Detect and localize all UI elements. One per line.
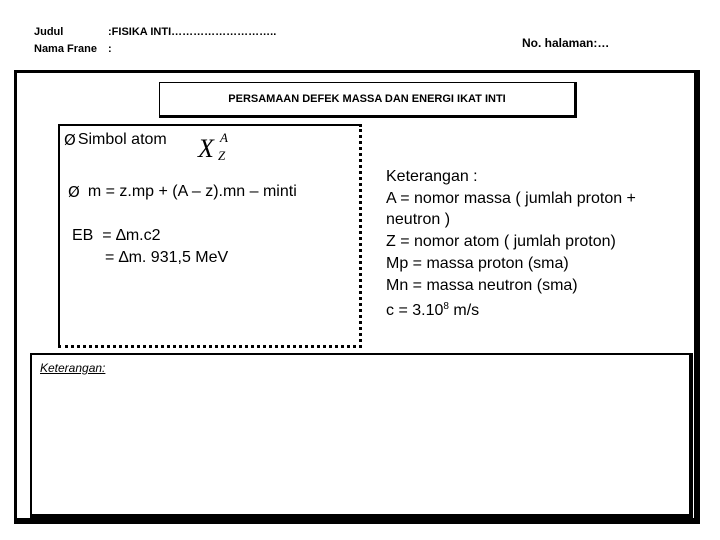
light-speed-line	[386, 296, 636, 322]
judul-label: Judul	[34, 26, 64, 38]
binding-energy-equation-1: EB = ∆m.c2	[72, 227, 161, 244]
page-number-label: No. halaman:…	[522, 36, 610, 50]
atom-symbol-formula	[196, 130, 244, 166]
legend-heading: Keterangan :	[386, 168, 478, 185]
light-speed-text: c = 3.10	[386, 302, 444, 320]
formula-base: X	[198, 134, 214, 163]
formula-subscript: Z	[218, 148, 226, 163]
page-title: PERSAMAAN DEFEK MASSA DAN ENERGI IKAT INTI	[228, 93, 506, 105]
light-speed-exponent: 8	[443, 301, 449, 313]
legend-line: neutron )	[386, 211, 451, 229]
mass-defect-line	[68, 183, 297, 201]
nama-frane-label: Nama Frane	[34, 43, 97, 55]
legend-line: Mp = massa proton (sma)	[386, 254, 569, 272]
bullet-arrow-icon: Ø	[68, 183, 80, 201]
mass-defect-equation: m = z.mp + (A – z).mn – minti	[87, 183, 297, 200]
judul-value: :FISIKA INTI………………………..	[108, 26, 277, 38]
legend-line: A = nomor massa ( jumlah proton +	[386, 189, 636, 207]
nama-frane-value: :	[108, 43, 112, 55]
legend-line: Z = nomor atom ( jumlah proton)	[386, 233, 616, 251]
bullet-arrow-icon: Ø	[64, 131, 76, 149]
notes-box	[30, 353, 693, 518]
keterangan-legend	[386, 166, 636, 322]
simbol-atom-label: Simbol atom	[77, 131, 167, 148]
legend-line: Mn = massa neutron (sma)	[386, 276, 578, 294]
light-speed-unit: m/s	[448, 302, 480, 320]
notes-label: Keterangan:	[40, 361, 106, 375]
simbol-atom-line	[64, 131, 167, 149]
formula-superscript: A	[220, 130, 228, 145]
page-title-box	[159, 82, 577, 118]
binding-energy-equation-2: = ∆m. 931,5 MeV	[105, 249, 229, 266]
